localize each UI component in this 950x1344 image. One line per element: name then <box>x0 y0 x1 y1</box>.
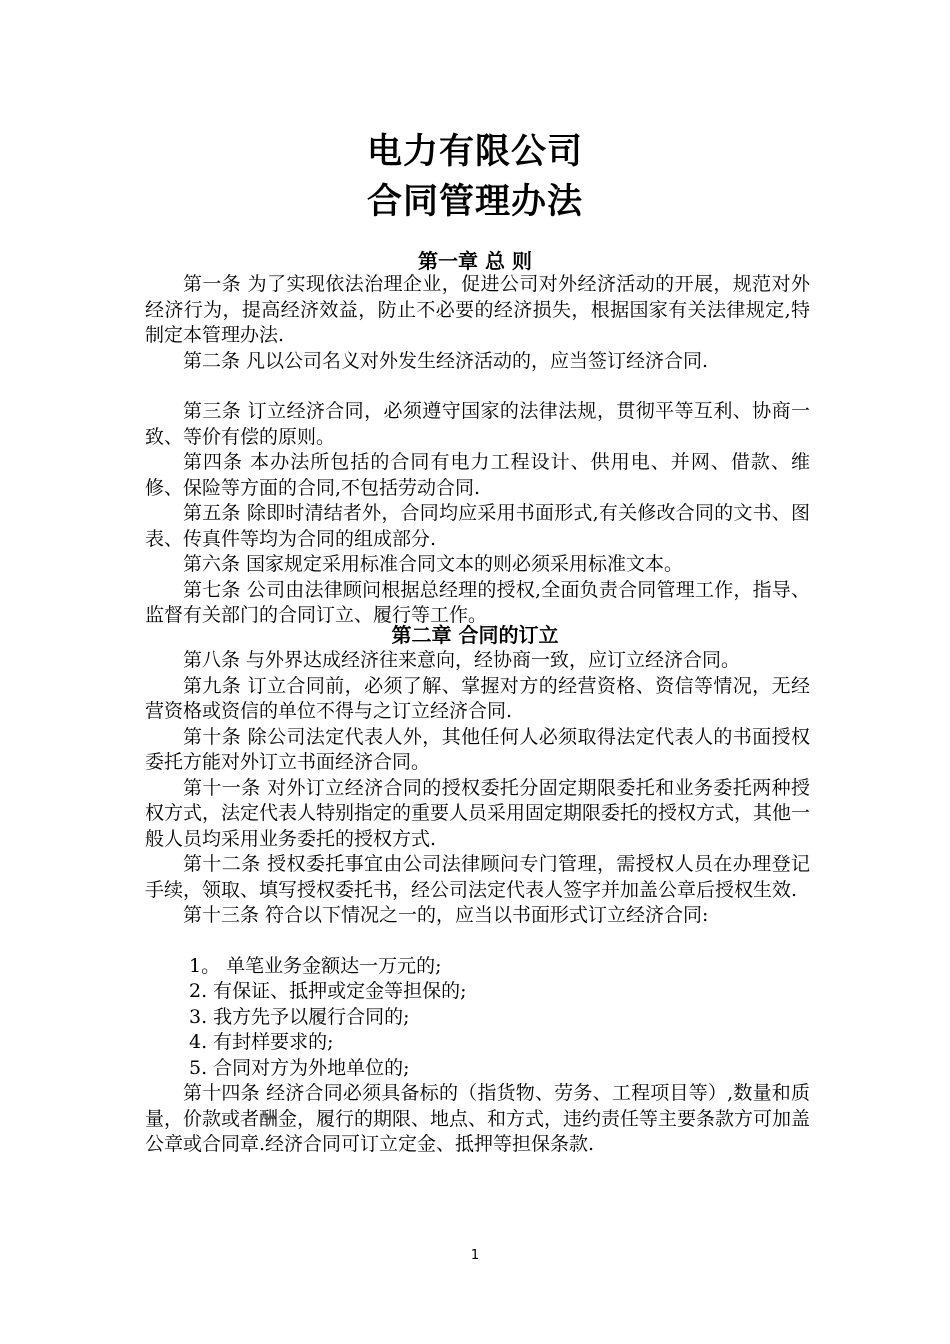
article-12: 第十二条 授权委托事宜由公司法律顾问专门管理，需授权人员在办理登记手续，领取、填写授权委托书，经公司法定代表人签字并加盖公章后授权生效. <box>145 853 810 901</box>
article-4: 第四条 本办法所包括的合同有电力工程设计、供用电、并网、借款、维修、保险等方面的合同,不包括劳动合同. <box>145 451 810 499</box>
document-title-regulation: 合同管理办法 <box>366 182 583 222</box>
article-10: 第十条 除公司法定代表人外，其他任何人必须取得法定代表人的书面授权委托方能对外订立书面经济合同。 <box>145 725 810 773</box>
article-14: 第十四条 经济合同必须具备标的（指货物、劳务、工程项目等）,数量和质量，价款或者酬金，履行的期限、地点、和方式，违约责任等主要条款方可加盖公章或合同章.经济合同可订立定金、抵押等担保条款. <box>145 1082 811 1155</box>
paragraph-gap <box>145 374 810 399</box>
list-item-5: 5. 合同对方为外地单位的; <box>189 1056 410 1079</box>
article-9: 第九条 订立合同前，必须了解、掌握对方的经营资格、资信等情况，无经营资格或资信的单位不得与之订立经济合同. <box>145 674 810 722</box>
chapter-1-body <box>145 272 810 629</box>
article-8: 第八条 与外界达成经济往来意向，经协商一致，应订立经济合同。 <box>183 649 741 671</box>
article-1: 第一条 为了实现依法治理企业，促进公司对外经济活动的开展，规范对外经济行为，提高经济效益，防止不必要的经济损失，根据国家有关法律规定,特制定本管理办法. <box>145 273 810 346</box>
chapter-2-body <box>145 648 810 1158</box>
article-6: 第六条 国家规定采用标准合同文本的则必须采用标准文本。 <box>183 553 684 575</box>
list-item-4: 4. 有封样要求的; <box>189 1031 334 1053</box>
list-item-3: 3. 我方先予以履行合同的; <box>189 1005 410 1028</box>
article-7: 第七条 公司由法律顾问根据总经理的授权,全面负责合同管理工作，指导、监督有关部门的合同订立、履行等工作。 <box>145 578 810 626</box>
document-title-company: 电力有限公司 <box>366 132 583 172</box>
article-11: 第十一条 对外订立经济合同的授权委托分固定期限委托和业务委托两种授权方式，法定代表人特别指定的重要人员采用固定期限委托的授权方式，其他一般人员均采用业务委托的授权方式. <box>145 776 811 850</box>
article-5: 第五条 除即时清结者外，合同均应采用书面形式,有关修改合同的文书、图表、传真件等均为合同的组成部分. <box>145 502 810 550</box>
chapter-2-heading: 第二章 合同的订立 <box>391 623 559 647</box>
article-13: 第十三条 符合以下情况之一的，应当以书面形式订立经济合同: <box>183 904 709 926</box>
article-3: 第三条 订立经济合同，必须遵守国家的法律法规，贯彻平等互利、协商一致、等价有偿的原则。 <box>145 400 810 448</box>
paragraph-gap <box>145 929 810 954</box>
list-item-1: 1。 单笔业务金额达一万元的; <box>189 954 442 977</box>
article-2: 第二条 凡以公司名义对外发生经济活动的，应当签订经济合同. <box>183 349 709 372</box>
page-number: 1 <box>470 1248 480 1263</box>
chapter-1-heading: 第一章 总 则 <box>418 249 532 273</box>
list-item-2: 2. 有保证、抵押或定金等担保的; <box>189 980 467 1002</box>
